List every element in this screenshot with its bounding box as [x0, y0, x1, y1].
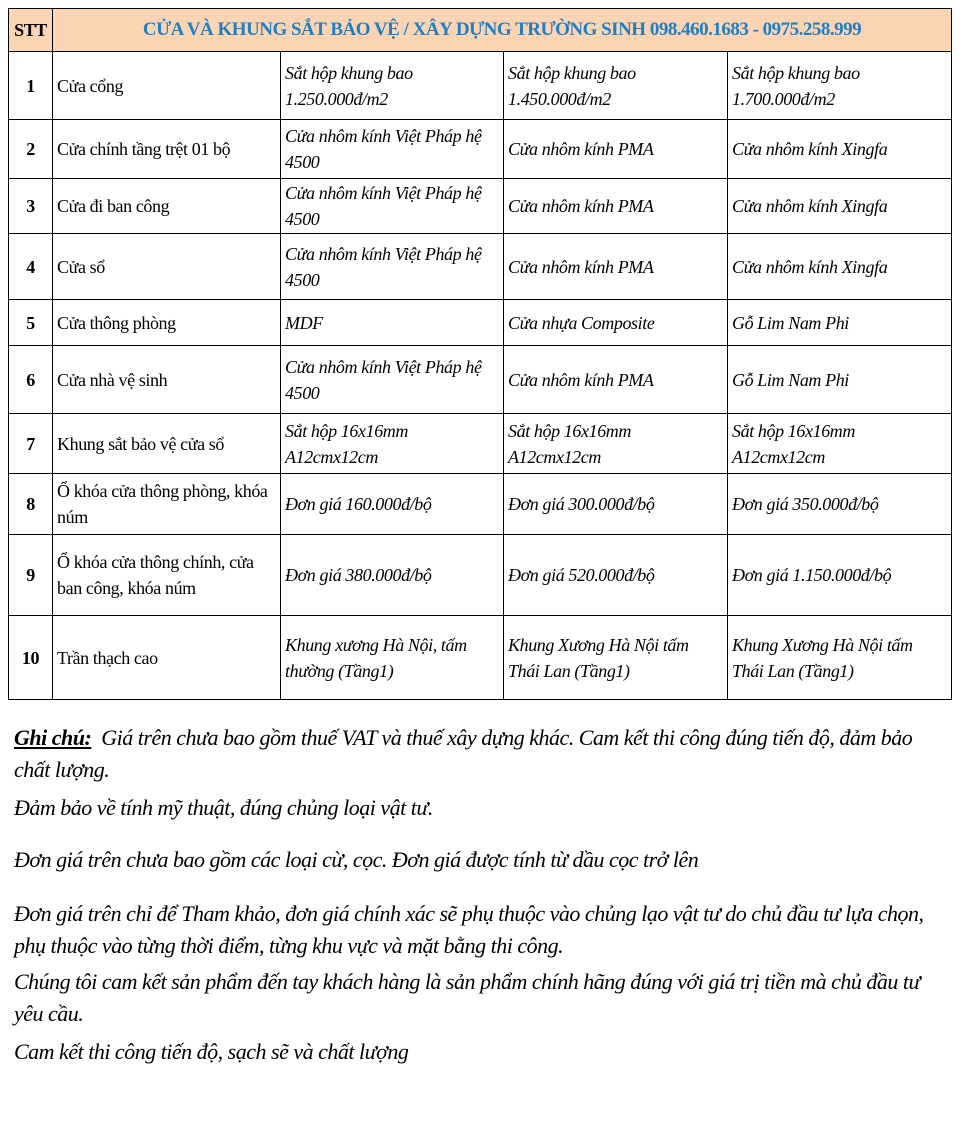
option-3: Cửa nhôm kính Xingfa [728, 234, 952, 300]
option-2: Sắt hộp 16x16mm A12cmx12cm [504, 414, 728, 474]
header-stt: STT [9, 9, 53, 52]
option-1: Khung xương Hà Nội, tấm thường (Tầng1) [281, 616, 504, 700]
row-item: Cửa đi ban công [53, 179, 281, 234]
row-item: Cửa thông phòng [53, 300, 281, 346]
note-text: Chúng tôi cam kết sản phẩm đến tay khách hàng là sản phẩm chính hãng đúng với giá trị tiền mà chủ đầu tư yêu cầu. [14, 969, 921, 1026]
option-2: Cửa nhôm kính PMA [504, 179, 728, 234]
note-text: Giá trên chưa bao gồm thuế VAT và thuế xây dựng khác. Cam kết thi công đúng tiến độ, đảm bảo chất lượng. [14, 725, 913, 782]
row-number: 5 [9, 300, 53, 346]
row-number: 8 [9, 474, 53, 535]
table-row [9, 414, 952, 474]
table-row [9, 179, 952, 234]
note-text: Đơn giá trên chỉ để Tham khảo, đơn giá chính xác sẽ phụ thuộc vào chủng lạo vật tư do chủ đầu tư lựa chọn, phụ thuộc vào từng thời điểm, từng khu vực và mặt bằng thi công. [14, 901, 924, 958]
table-row [9, 300, 952, 346]
row-item: Cửa cổng [53, 52, 281, 120]
option-1: Cửa nhôm kính Việt Pháp hệ 4500 [281, 234, 504, 300]
notes-label: Ghi chú: [14, 725, 92, 750]
table-row [9, 120, 952, 179]
option-1: Sắt hộp 16x16mm A12cmx12cm [281, 414, 504, 474]
row-item: Cửa nhà vệ sinh [53, 346, 281, 414]
row-item: Trần thạch cao [53, 616, 281, 700]
header-title: CỬA VÀ KHUNG SẮT BẢO VỆ / XÂY DỰNG TRƯỜNG SINH 098.460.1683 - 0975.258.999 [53, 9, 952, 52]
row-item: Ổ khóa cửa thông chính, cửa ban công, khóa núm [53, 535, 281, 616]
table-row [9, 234, 952, 300]
option-2: Đơn giá 300.000đ/bộ [504, 474, 728, 535]
option-3: Cửa nhôm kính Xingfa [728, 120, 952, 179]
option-2: Cửa nhôm kính PMA [504, 120, 728, 179]
option-2: Cửa nhựa Composite [504, 300, 728, 346]
option-2: Sắt hộp khung bao 1.450.000đ/m2 [504, 52, 728, 120]
row-item: Khung sắt bảo vệ cửa sổ [53, 414, 281, 474]
price-table [8, 8, 952, 700]
option-3: Đơn giá 350.000đ/bộ [728, 474, 952, 535]
option-1: Cửa nhôm kính Việt Pháp hệ 4500 [281, 120, 504, 179]
notes [14, 722, 944, 1068]
table-header [9, 9, 952, 52]
option-2: Khung Xương Hà Nội tấm Thái Lan (Tầng1) [504, 616, 728, 700]
option-2: Đơn giá 520.000đ/bộ [504, 535, 728, 616]
row-item: Cửa sổ [53, 234, 281, 300]
option-1: Sắt hộp khung bao 1.250.000đ/m2 [281, 52, 504, 120]
row-number: 6 [9, 346, 53, 414]
row-number: 4 [9, 234, 53, 300]
table-row [9, 616, 952, 700]
option-2: Cửa nhôm kính PMA [504, 346, 728, 414]
option-3: Gỗ Lim Nam Phi [728, 346, 952, 414]
option-3: Đơn giá 1.150.000đ/bộ [728, 535, 952, 616]
option-3: Cửa nhôm kính Xingfa [728, 179, 952, 234]
option-1: Đơn giá 160.000đ/bộ [281, 474, 504, 535]
row-item: Ổ khóa cửa thông phòng, khóa núm [53, 474, 281, 535]
option-1: Đơn giá 380.000đ/bộ [281, 535, 504, 616]
row-number: 9 [9, 535, 53, 616]
row-number: 7 [9, 414, 53, 474]
row-number: 1 [9, 52, 53, 120]
option-3: Sắt hộp khung bao 1.700.000đ/m2 [728, 52, 952, 120]
note-text: Đơn giá trên chưa bao gồm các loại cừ, cọc. Đơn giá được tính từ dầu cọc trở lên [14, 847, 699, 872]
row-number: 10 [9, 616, 53, 700]
option-3: Khung Xương Hà Nội tấm Thái Lan (Tầng1) [728, 616, 952, 700]
option-2: Cửa nhôm kính PMA [504, 234, 728, 300]
table-row [9, 346, 952, 414]
table-row [9, 52, 952, 120]
row-item: Cửa chính tầng trệt 01 bộ [53, 120, 281, 179]
option-3: Sắt hộp 16x16mm A12cmx12cm [728, 414, 952, 474]
row-number: 2 [9, 120, 53, 179]
option-1: MDF [281, 300, 504, 346]
table-row [9, 474, 952, 535]
note-text: Đảm bảo về tính mỹ thuật, đúng chủng loại vật tư. [14, 795, 433, 820]
option-3: Gỗ Lim Nam Phi [728, 300, 952, 346]
option-1: Cửa nhôm kính Việt Pháp hệ 4500 [281, 346, 504, 414]
row-number: 3 [9, 179, 53, 234]
note-text: Cam kết thi công tiến độ, sạch sẽ và chất lượng [14, 1039, 409, 1064]
table-row [9, 535, 952, 616]
option-1: Cửa nhôm kính Việt Pháp hệ 4500 [281, 179, 504, 234]
